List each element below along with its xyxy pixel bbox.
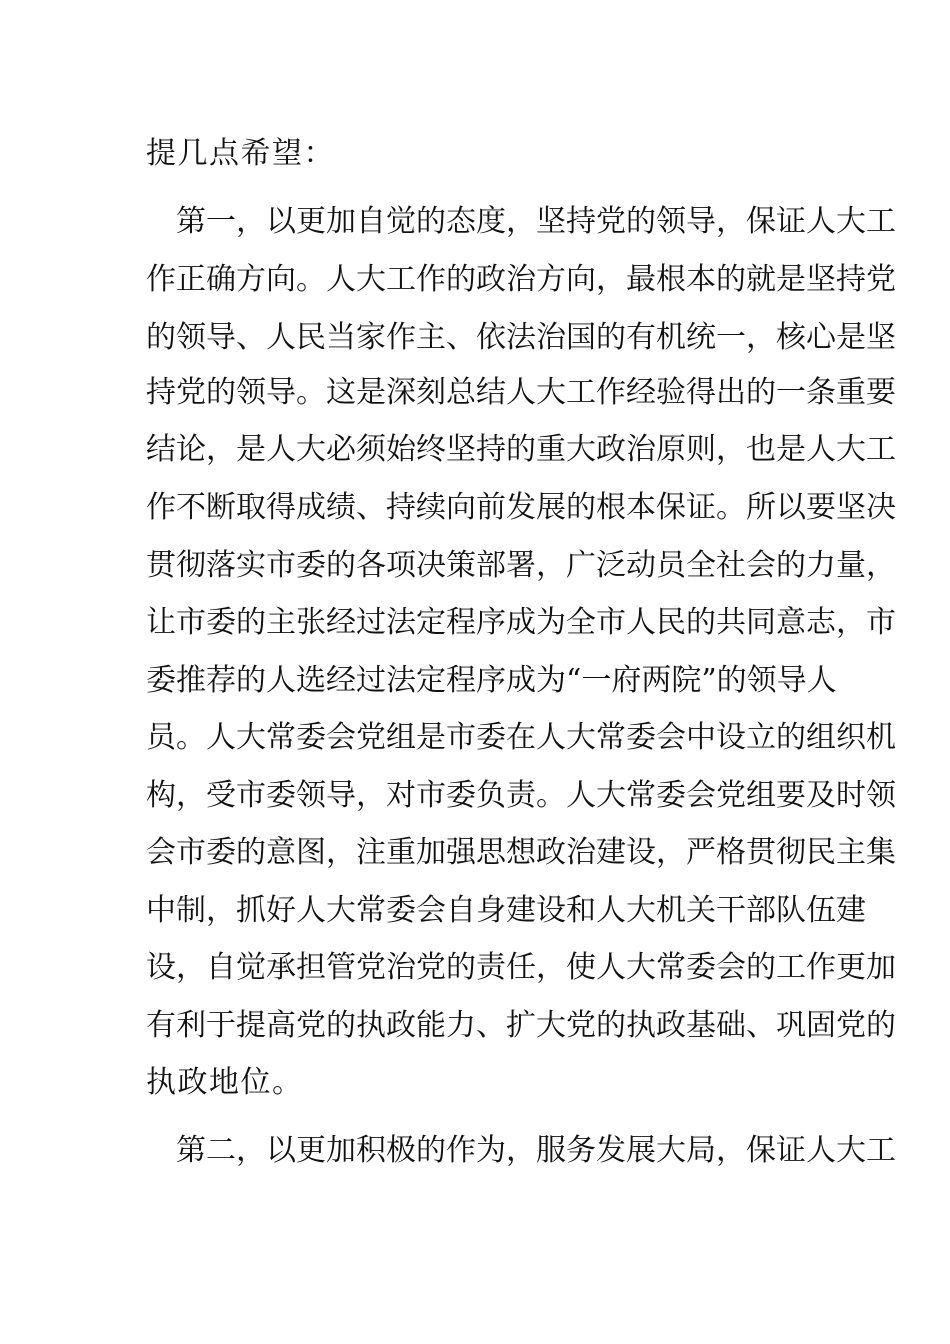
paragraph-1-line: 中制，抓好人大常委会自身建设和人大机关干部队伍建 — [146, 893, 866, 928]
text-line: 提几点希望： — [146, 136, 335, 171]
paragraph-1-line: 作不断取得成绩、持续向前发展的根本保证。所以要坚决 — [146, 490, 896, 525]
paragraph-1-line: 结论，是人大必须始终坚持的重大政治原则，也是人大工 — [146, 432, 896, 467]
paragraph-1-line: 让市委的主张经过法定程序成为全市人民的共同意志，市 — [146, 605, 896, 640]
paragraph-1-line: 贯彻落实市委的各项决策部署，广泛动员全社会的力量， — [146, 548, 896, 583]
paragraph-1-line: 设，自觉承担管党治党的责任，使人大常委会的工作更加 — [146, 950, 896, 985]
paragraph-1-line: 的领导、人民当家作主、依法治国的有机统一，核心是坚 — [146, 320, 896, 355]
paragraph-1-line: 第一，以更加自觉的态度，坚持党的领导，保证人大工 — [176, 204, 896, 239]
paragraph-1-line: 执政地位。 — [146, 1065, 304, 1100]
paragraph-1-line: 作正确方向。人大工作的政治方向，最根本的就是坚持党 — [146, 262, 896, 297]
paragraph-1-line: 持党的领导。这是深刻总结人大工作经验得出的一条重要 — [146, 375, 896, 410]
paragraph-1-line: 有利于提高党的执政能力、扩大党的执政基础、巩固党的 — [146, 1008, 896, 1043]
paragraph-1-line: 会市委的意图，注重加强思想政治建设，严格贯彻民主集 — [146, 835, 896, 870]
paragraph-2-line: 第二，以更加积极的作为，服务发展大局，保证人大工 — [176, 1133, 896, 1168]
paragraph-1-line: 员。人大常委会党组是市委在人大常委会中设立的组织机 — [146, 720, 896, 755]
paragraph-1-line: 构，受市委领导，对市委负责。人大常委会党组要及时领 — [146, 778, 896, 813]
paragraph-1-line: 委推荐的人选经过法定程序成为“一府两院”的领导人 — [146, 663, 837, 698]
